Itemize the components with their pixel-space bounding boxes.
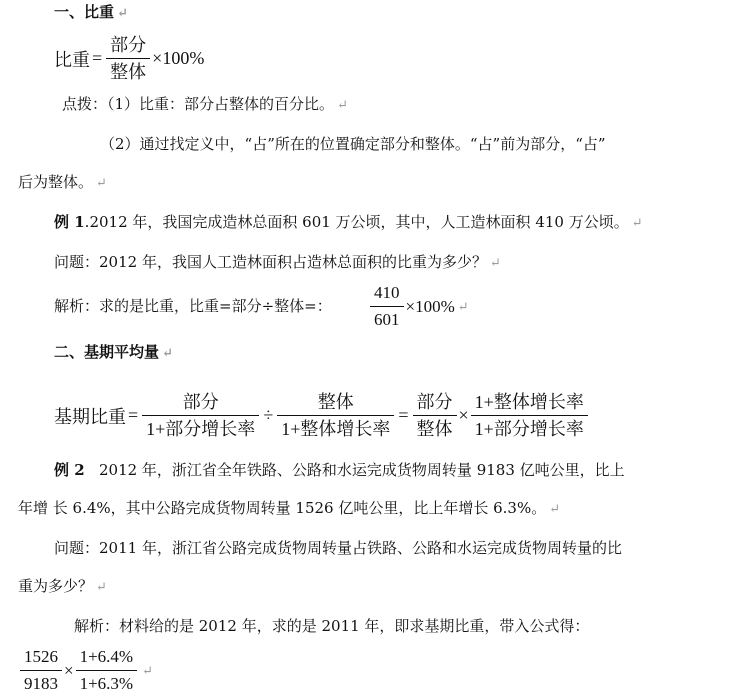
example-1-line — [54, 212, 643, 234]
paragraph-mark-icon: ↵ — [457, 298, 469, 314]
ratio-formula — [54, 34, 204, 83]
fraction-numerator: 1+整体增长率 — [474, 392, 584, 412]
fraction-part-over-whole — [413, 391, 457, 440]
example-1-fraction — [368, 282, 469, 331]
paragraph-mark-icon: ↵ — [96, 176, 107, 191]
formula-lhs: 比重 — [54, 49, 90, 70]
fraction-growth-values — [76, 646, 138, 695]
section-heading-2 — [54, 342, 173, 364]
times-sign: × — [64, 660, 74, 680]
fraction-numerator: 部分 — [110, 35, 147, 55]
times-sign: × — [405, 296, 416, 316]
heading-text: 一、比重 — [54, 3, 115, 21]
fraction-numerator: 1526 — [24, 647, 58, 666]
paragraph-mark-icon: ↵ — [337, 98, 348, 113]
fraction-denominator: 整体 — [106, 58, 150, 83]
fraction-numerator: 1+6.4% — [79, 647, 134, 666]
example-text: 2012 年，浙江省全年铁路、公路和水运完成货物周转量 9183 亿吨公里，比上 — [98, 461, 625, 479]
paragraph-mark-icon: ↵ — [142, 662, 153, 678]
tip-text-1: （1）比重：部分占整体的百分比。 — [107, 95, 335, 113]
fraction-denominator: 1+整体增长率 — [277, 415, 394, 440]
example-2-line-1 — [54, 460, 625, 480]
fraction-part-over-growth — [142, 391, 259, 440]
example-1-analysis — [54, 296, 332, 316]
tip-line-2 — [100, 134, 606, 154]
fraction-denominator: 1+6.3% — [76, 670, 138, 695]
times-sign: × — [152, 48, 163, 68]
paragraph-mark-icon: ↵ — [489, 256, 501, 271]
paragraph-mark-icon: ↵ — [162, 346, 173, 361]
fraction-numerator: 整体 — [317, 392, 354, 412]
divide-sign: ÷ — [263, 405, 274, 425]
analysis-text: 解析：材料给的是 2012 年，求的是 2011 年，即求基期比重，带入公式得： — [74, 617, 590, 635]
fraction-numerator: 部分 — [182, 392, 219, 412]
paragraph-mark-icon: ↵ — [117, 6, 128, 21]
example-label: 例 1 — [54, 213, 85, 231]
fraction-denominator: 601 — [370, 306, 404, 331]
example-1-question — [54, 252, 501, 274]
equals-sign: = — [128, 405, 139, 425]
paragraph-mark-icon: ↵ — [96, 580, 107, 595]
example-2-final-formula — [18, 646, 153, 695]
percent-value: 100% — [162, 48, 205, 68]
fraction-part-over-whole — [106, 34, 150, 83]
paragraph-mark-icon: ↵ — [549, 502, 561, 517]
tip-line-1 — [62, 94, 348, 116]
tip-line-3 — [18, 172, 107, 194]
tip-text-3: 后为整体。 — [18, 173, 94, 191]
example-2-line-2 — [18, 498, 560, 520]
heading-text: 二、基期平均量 — [54, 343, 160, 361]
example-2-question-1 — [54, 538, 622, 558]
fraction-numerator: 部分 — [416, 392, 453, 412]
fraction-denominator: 1+部分增长率 — [471, 415, 588, 440]
tip-label: 点拨： — [62, 95, 108, 113]
question-text: 问题：2012 年，我国人工造林面积占造林总面积的比重为多少？ — [54, 253, 487, 271]
formula-lhs: 基期比重 — [54, 406, 126, 427]
example-2-analysis — [74, 616, 589, 636]
example-text: .2012 年，我国完成造林总面积 601 万公顷，其中，人工造林面积 410 万公顷。 — [84, 213, 629, 231]
analysis-text: 解析：求的是比重，比重=部分÷整体=： — [54, 297, 332, 315]
tip-text-2: （2）通过找定义中，“占”所在的位置确定部分和整体。“占”前为部分，“占” — [100, 135, 606, 153]
fraction-denominator: 整体 — [413, 415, 457, 440]
fraction-numerator: 410 — [374, 283, 400, 302]
paragraph-mark-icon: ↵ — [631, 216, 643, 231]
example-text: 年增 长 6.4%，其中公路完成货物周转量 1526 亿吨公里，比上年增长 6.3%。 — [18, 499, 547, 517]
example-label: 例 2 — [54, 461, 85, 479]
percent-value: 100% — [415, 296, 455, 316]
example-2-question-2 — [18, 576, 107, 598]
times-sign: × — [458, 405, 469, 425]
question-text: 问题：2011 年，浙江省公路完成货物周转量占铁路、公路和水运完成货物周转量的比 — [54, 539, 622, 557]
base-period-formula — [54, 391, 590, 440]
fraction-whole-over-growth — [277, 391, 394, 440]
fraction-denominator: 1+部分增长率 — [142, 415, 259, 440]
equals-sign: = — [398, 405, 409, 425]
fraction-denominator: 9183 — [20, 670, 62, 695]
fraction-410-601 — [370, 282, 404, 331]
fraction-1526-9183 — [20, 646, 62, 695]
fraction-growth-ratio — [471, 391, 588, 440]
question-text: 重为多少？ — [18, 577, 94, 595]
section-heading-1 — [54, 2, 128, 24]
equals-sign: = — [92, 48, 103, 68]
